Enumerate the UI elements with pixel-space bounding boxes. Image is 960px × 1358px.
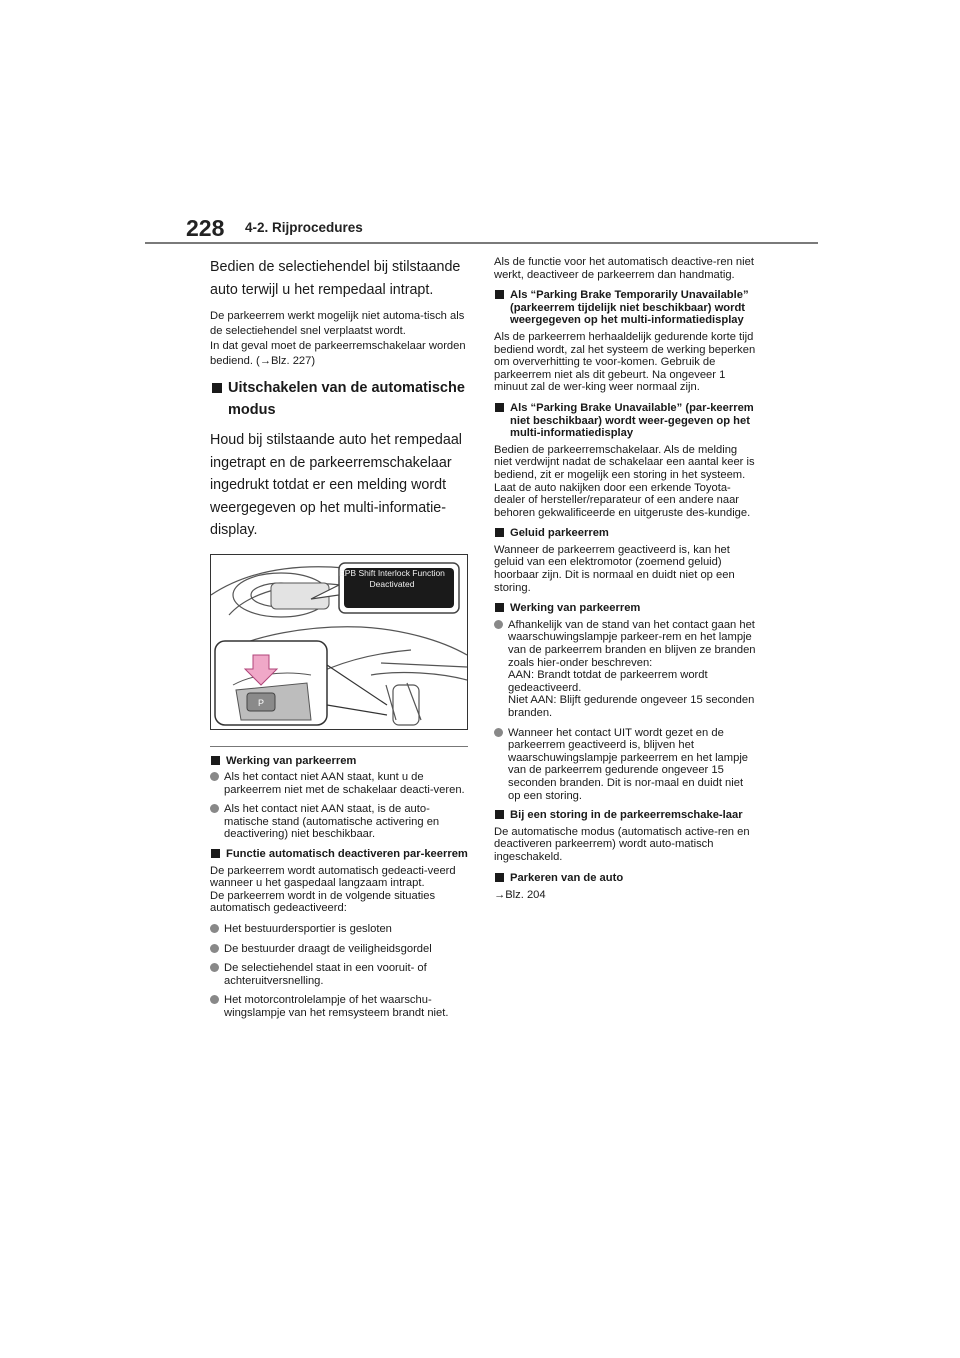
header-rule: [145, 242, 818, 244]
heading-parkeren-text: Parkeren van de auto: [510, 871, 624, 884]
list-item-text: Niet AAN: Blijft gedurende ongeveer 15 seconden branden.: [508, 694, 755, 719]
display-message-line-2: Deactivated: [369, 579, 415, 589]
heading-storing-text: Bij een storing in de parkeerremschake-laar: [510, 809, 743, 822]
display-message-line-1: EPB Shift Interlock Function: [339, 568, 445, 578]
list-item: [210, 994, 468, 1019]
heading-geluid-text: Geluid parkeerrem: [510, 527, 609, 540]
square-bullet-icon: [211, 756, 220, 765]
circle-bullet-icon: [210, 804, 219, 813]
list-item-text: Het motorcontrolelampje of het waarschu-wingslampje van het remsysteem brandt niet.: [224, 994, 449, 1019]
list-item-text: Als het contact niet AAN staat, is de auto-matische stand (automatische activering en deactivering) niet beschikbaar.: [224, 803, 440, 841]
circle-bullet-icon: [210, 924, 219, 933]
square-bullet-icon: [212, 383, 222, 393]
circle-bullet-icon: [210, 944, 219, 953]
list-item-text: De selectiehendel staat in een vooruit- of achteruitversnelling.: [224, 962, 427, 987]
list-item: [210, 771, 468, 796]
heading-functie: [210, 848, 468, 861]
svg-text:P: P: [257, 697, 265, 708]
right-column: [494, 256, 756, 902]
functie-paragraph-2: De parkeerrem wordt in de volgende situaties automatisch gedeactiveerd:: [210, 889, 436, 915]
intro-paragraph: Als de functie voor het automatisch deactive-ren niet werkt, deactiveer de parkeerrem dan handmatig.: [494, 256, 754, 281]
list-item-text: AAN: Brandt totdat de parkeerrem wordt gedeactiveerd.: [508, 669, 708, 694]
square-bullet-icon: [495, 290, 504, 299]
unavailable-paragraph: Bedien de parkeerremschakelaar. Als de melding niet verdwijnt nadat de schakelaar een aantal keer is bediend, zit er mogelijk een storing in het systeem. Laat de auto nakijken door een erkende Toyota-dealer of hersteller/reparateur of een andere naar behoren gekwalificeerde en uitgeruste des-kundige.: [494, 443, 755, 519]
heading-werking-right: [494, 602, 756, 615]
heading-temp-unavailable-text: Als “Parking Brake Temporarily Unavailable” (parkeerrem tijdelijk niet beschikbaar) wordt weergegeven op het multi-informatiedisplay: [510, 289, 749, 327]
square-bullet-icon: [495, 873, 504, 882]
heading-unavailable: [494, 402, 756, 440]
temp-paragraph: Als de parkeerrem herhaaldelijk gedurende korte tijd bediend wordt, zal het systeem de werking beperken om oververhitting te voor-komen. Gebruik de parkeerrem niet als dit gebeurt. Na ongeveer 1 minuut zal de wer-king weer normaal zijn.: [494, 330, 756, 394]
body-auto-mode: Houd bij stilstaande auto het rempedaal ingetrapt en de parkeerremschakelaar ingedrukt totdat er een melding wordt weergegeven op het multi-informatie-display.: [210, 432, 462, 538]
heading-functie-text: Functie automatisch deactiveren par-keerrem: [226, 848, 468, 861]
list-item: [210, 943, 468, 956]
heading-auto-mode: [210, 377, 468, 421]
circle-bullet-icon: [210, 963, 219, 972]
circle-bullet-icon: [494, 728, 503, 737]
list-item: [210, 923, 468, 936]
note-paragraph-1: De parkeerrem werkt mogelijk niet automa-tisch als de selectiehendel snel verplaatst wordt.: [210, 310, 465, 337]
functie-paragraph-1: De parkeerrem wordt automatisch gedeacti-veerd wanneer u het gaspedaal langzaam intrapt.: [210, 864, 456, 890]
section-title: 4-2. Rijprocedures: [245, 220, 363, 235]
display-message: [322, 568, 462, 590]
heading-werking: [210, 755, 468, 768]
storing-paragraph: De automatische modus (automatisch active-ren en deactiveren parkeerrem) wordt auto-matisch ingeschakeld.: [494, 825, 750, 863]
list-item: [494, 727, 756, 803]
square-bullet-icon: [495, 403, 504, 412]
note-paragraph-2: In dat geval moet de parkeerremschakelaar worden bediend. (→Blz. 227): [210, 340, 466, 367]
page-number: 228: [186, 215, 225, 241]
heading-werking-right-text: Werking van parkeerrem: [510, 602, 641, 615]
list-item-text: Afhankelijk van de stand van het contact gaan het waarschuwingslampje parkeer-rem en het lampje van de parkeerrem branden en blijven ze branden zoals hier-onder beschreven:: [508, 618, 756, 669]
page-reference-link[interactable]: →Blz. 204: [494, 889, 546, 902]
circle-bullet-icon: [494, 620, 503, 629]
list-item: [494, 619, 756, 720]
square-bullet-icon: [495, 810, 504, 819]
geluid-paragraph: Wanneer de parkeerrem geactiveerd is, kan het geluid van een elektromotor (zoemend geluid) hoorbaar zijn. Dit is normaal en duidt niet op een storing.: [494, 543, 735, 594]
square-bullet-icon: [211, 849, 220, 858]
list-item: [210, 962, 468, 987]
square-bullet-icon: [495, 603, 504, 612]
heading-storing: [494, 809, 756, 822]
circle-bullet-icon: [210, 772, 219, 781]
list-item-text: De bestuurder draagt de veiligheidsgordel: [224, 942, 432, 955]
circle-bullet-icon: [210, 995, 219, 1004]
lead-paragraph: Bedien de selectiehendel bij stilstaande auto terwijl u het rempedaal intrapt.: [210, 259, 461, 298]
list-item-text: Wanneer het contact UIT wordt gezet en de parkeerrem geactiveerd is, blijven het waarschuwingslampje parkeerrem en het lampje van de parkeerrem gedurende ongeveer 15 seconden branden. Dit is nor-maal en duidt niet op een storing.: [508, 726, 749, 802]
heading-unavailable-text: Als “Parking Brake Unavailable” (par-keerrem niet beschikbaar) wordt weer-gegeven op het multi-informatiedisplay: [510, 401, 754, 440]
list-item-text: Als het contact niet AAN staat, kunt u de parkeerrem niet met de schakelaar deacti-veren.: [224, 771, 465, 796]
list-item: [210, 803, 468, 841]
heading-temp-unavailable: [494, 289, 756, 327]
square-bullet-icon: [495, 528, 504, 537]
left-column: [210, 256, 468, 1027]
heading-geluid: [494, 527, 756, 540]
list-item-text: Het bestuurdersportier is gesloten: [224, 923, 392, 936]
heading-werking-text: Werking van parkeerrem: [226, 754, 357, 767]
heading-parkeren: [494, 872, 756, 885]
figure-rule: [210, 746, 468, 747]
heading-auto-mode-text: Uitschakelen van de automatische modus: [228, 380, 465, 418]
